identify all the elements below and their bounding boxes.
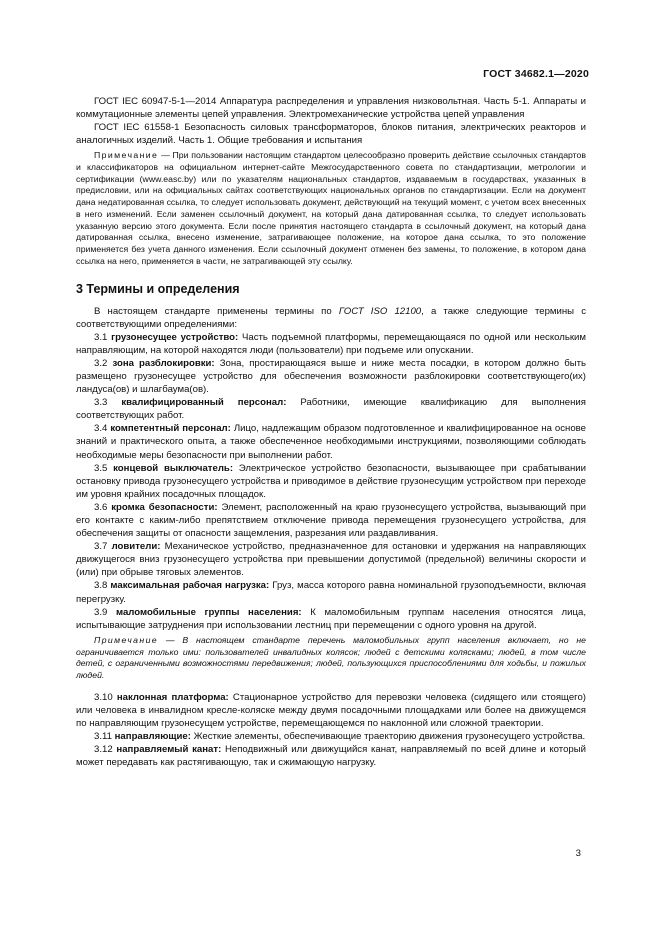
note-references [76, 150, 586, 267]
term-definition: Механическое устройство, предназначенное для остановки и удержания на направляющих движущегося вниз грузонесущего устройства при превышении допустимой (предельной) величины скорости и (или) при обрыве тяговых элементов. [76, 541, 586, 579]
term-item [76, 396, 586, 422]
term-definition: К маломобильным группам населения относятся лица, испытывающие затруднения при использовании лестниц при перемещении с одного уровня на другой. [76, 606, 587, 631]
term-definition: Груз, масса которого равна номинальной грузоподъемности, включая перегрузку. [76, 580, 586, 605]
term-name: концевой выключатель: [113, 462, 234, 474]
term-number: 3.1 [94, 331, 108, 343]
term-name: ловители: [111, 541, 161, 553]
term-name: квалифицированный персонал: [121, 397, 287, 409]
term-definition: Жесткие элементы, обеспечивающие траекторию движения грузонесущего устройства. [190, 730, 586, 742]
note-label: Примечание [94, 634, 159, 645]
page-number: 3 [575, 848, 581, 859]
term-item [76, 540, 586, 579]
term-name: грузонесущее устройство: [111, 331, 239, 343]
term-number: 3.2 [94, 357, 108, 369]
term-definition: Стационарное устройство для перевозки человека (сидящего или стоящего) или человека в инвалидном кресле-коляске между двумя посадочными площадками или более на движущемся по направляющим грузонесущем устройстве, перемещающемся по наклонной или сложной траектории. [76, 691, 586, 729]
term-item [76, 730, 586, 743]
intro-text: В настоящем стандарте применены термины по [94, 305, 339, 317]
term-item [76, 422, 586, 461]
term-number: 3.4 [94, 423, 108, 435]
section-intro [76, 305, 586, 331]
term-name: зона разблокировки: [112, 357, 215, 369]
term-item [76, 691, 586, 730]
page-content [76, 95, 586, 769]
term-definition: Часть подъемной платформы, перемещающаяся по одной или нескольким направляющим, на которой находятся люди (пользователи) при подъеме или опускании. [76, 331, 587, 356]
term-name: направляющие: [114, 730, 191, 742]
term-name: маломобильные группы населения: [115, 606, 302, 618]
intro-standard-ref: ГОСТ ISO 12100 [338, 305, 422, 317]
term-definition: Лицо, надлежащим образом подготовленное и квалифицированное на основе знаний и практического опыта, а также обеспеченное необходимыми инструкциями, позволяющими соблюдать необходимые меры безопасности при выполнении работ. [76, 423, 586, 461]
reference-item: ГОСТ IEC 60947-5-1—2014 Аппаратура распределения и управления низковольтная. Часть 5-1. Аппараты и коммутационные элементы цепей управления. Электромеханические устройства цепей управления [76, 96, 586, 121]
section-title: 3 Термины и определения [76, 282, 240, 297]
term-definition: Электрическое устройство безопасности, вызывающее при срабатывании остановку привода грузонесущего устройства и приводимое в действие грузонесущим устройством при переходе им уровня крайних посадочных площадок. [76, 462, 586, 500]
term-item [76, 579, 586, 605]
term-number: 3.5 [94, 462, 108, 474]
term-number: 3.12 [94, 744, 113, 756]
note-label: Примечание [94, 150, 159, 161]
term-number: 3.11 [94, 730, 112, 742]
term-number: 3.7 [94, 541, 108, 553]
reference-item: ГОСТ IEC 61558-1 Безопасность силовых трансформаторов, блоков питания, электрических реакторов и аналогичных изделий. Часть 1. Общие требования и испытания [76, 122, 586, 147]
term-item [76, 462, 586, 501]
term-number: 3.9 [94, 606, 108, 618]
term-number: 3.8 [94, 580, 108, 592]
term-name: максимальная рабочая нагрузка: [110, 580, 270, 592]
term-name: направляемый канат: [116, 744, 222, 756]
term-name: кромка безопасности: [111, 501, 218, 513]
term-item [76, 743, 586, 769]
term-definition: Элемент, расположенный на краю грузонесущего устройства, вызывающий при его контакте с каким-либо препятствием отключение привода перемещения грузонесущего устройства, для обеспечения защиты от опасности защемления, разрезания или раздавливания. [76, 501, 586, 540]
term-item [76, 501, 586, 540]
term-number: 3.3 [94, 397, 108, 409]
intro-text-end: , а также следующие термины с соответствующими определениями: [76, 305, 586, 330]
term-number: 3.10 [94, 691, 113, 703]
term-item [76, 357, 586, 396]
term-definition: Зона, простирающаяся выше и ниже места посадки, в котором должно быть размещено грузонесущее устройство для обеспечения возможности разблокировки соответствующего(их) ландуса(ов) и шлагбаума(ов). [76, 357, 586, 396]
term-number: 3.6 [94, 501, 108, 513]
term-definition: Неподвижный или движущийся канат, направляемый по всей длине и который может передавать как растягивающую, так и сжимающую нагрузку. [76, 744, 586, 769]
term-definition: Работники, имеющие квалификацию для выполнения соответствующих работ. [76, 397, 586, 422]
term-item [76, 606, 586, 632]
note-text: — При пользовании настоящим стандартом целесообразно проверить действие ссылочных стандартов и классификаторов на официальном интернет-сайте Межгосударственного совета по стандартизации, метрологии и сертификации (www.easc.by) или по указателям национальных стандартов, издаваемым в государствах, указанных в предисловии, или на официальных сайтах соответствующих национальных органов по стандартизации. Если на документ дана недатированная ссылка, то следует использовать документ, действующий на текущий момент, с учетом всех внесенных в него изменений. Если заменен ссылочный документ, на который дана датированная ссылка, то следует использовать указанную версию этого документа. Если после принятия настоящего стандарта в ссылочный документ, на который дана датированная ссылка, внесено изменение, затрагивающее положение, на которое дана ссылка, то это положение применяется без учета данного изменения. Если ссылочный документ отменен без замены, то положение, в котором дана ссылка на него, применяется в части, не затрагивающей эту ссылку. [76, 150, 586, 266]
note-text: — В настоящем стандарте перечень маломобильных групп населения включает, но не ограничивается только ими: пользователей инвалидных колясок; людей с детскими колясками; людей, в том числе детей, с ограниченными возможностями передвижения; людей, пользующихся приспособлениями для ходьбы, и пожилых людей. [76, 634, 586, 680]
term-name: наклонная платформа: [116, 691, 229, 703]
term-item [76, 331, 586, 357]
note-mobility-groups [76, 635, 586, 682]
term-name: компетентный персонал: [110, 423, 231, 435]
document-header-id: ГОСТ 34682.1—2020 [483, 68, 589, 80]
